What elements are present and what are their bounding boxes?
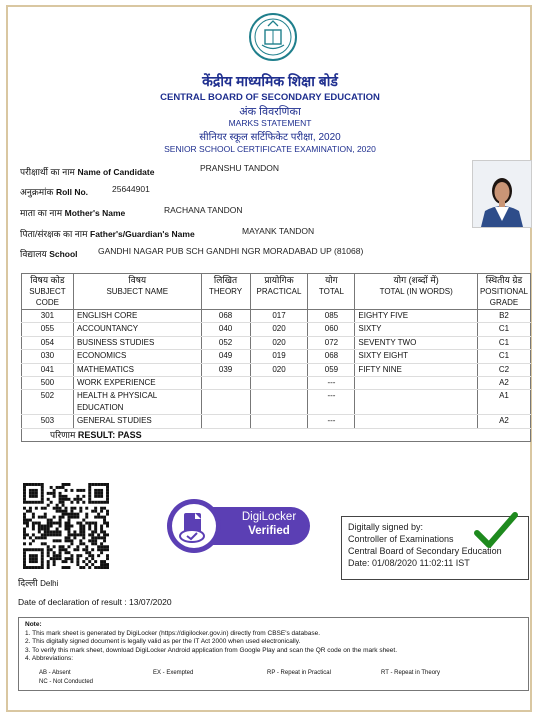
board-name-hindi: केंद्रीय माध्यमिक शिक्षा बोर्ड bbox=[202, 73, 338, 89]
subject-name: MATHEMATICS bbox=[73, 363, 201, 376]
exam-name-hindi: सीनियर स्कूल सर्टिफिकेट परीक्षा, 2020 bbox=[199, 132, 341, 143]
exam-name-english: SENIOR SCHOOL CERTIFICATE EXAMINATION, 2020 bbox=[164, 144, 376, 154]
roll-number: 25644901 bbox=[112, 184, 150, 194]
table-row bbox=[22, 310, 531, 323]
total-marks: 059 bbox=[308, 363, 355, 376]
theory-marks: 049 bbox=[201, 350, 250, 363]
subject-name: ECONOMICS bbox=[73, 350, 201, 363]
note-line: 1. This mark sheet is generated by DigiLocker (https://digilocker.gov.in) directly from CBSE's database. bbox=[25, 629, 321, 637]
total-in-words: EIGHTY FIVE bbox=[355, 310, 478, 323]
father-name-label: पिता/संरक्षक का नाम Father's/Guardian's Name bbox=[20, 229, 195, 239]
abbr-exempted: EX - Exempted bbox=[153, 670, 194, 676]
positional-grade: C1 bbox=[477, 323, 530, 336]
abbr-repeat-practical: RP - Repeat in Practical bbox=[267, 670, 331, 676]
board-name-english: CENTRAL BOARD OF SECONDARY EDUCATION bbox=[160, 92, 380, 103]
total-marks: --- bbox=[308, 415, 355, 428]
header-practical: प्रायोगिक PRACTICAL bbox=[250, 274, 308, 310]
practical-marks bbox=[250, 376, 308, 389]
positional-grade: C2 bbox=[477, 363, 530, 376]
note-line: 2. This digitally signed document is legally valid as per the IT Act 2000 when used electronically. bbox=[25, 638, 301, 645]
mother-name-label: माता का नाम Mother's Name bbox=[20, 208, 126, 218]
signer-org: Central Board of Secondary Education bbox=[348, 546, 502, 556]
subject-name: GENERAL STUDIES bbox=[73, 415, 201, 428]
total-in-words: FIFTY NINE bbox=[355, 363, 478, 376]
place-hindi: दिल्ली bbox=[18, 578, 38, 588]
practical-marks: 017 bbox=[250, 310, 308, 323]
theory-marks: 052 bbox=[201, 336, 250, 349]
candidate-name-label: परीक्षार्थी का नाम Name of Candidate bbox=[20, 167, 155, 177]
result-cell bbox=[22, 428, 531, 441]
practical-marks bbox=[250, 415, 308, 428]
practical-marks: 020 bbox=[250, 323, 308, 336]
table-row bbox=[22, 323, 531, 336]
note-box bbox=[18, 617, 529, 691]
digital-signature-box bbox=[341, 516, 529, 580]
positional-grade: B2 bbox=[477, 310, 530, 323]
table-row bbox=[22, 363, 531, 376]
theory-marks bbox=[201, 415, 250, 428]
place-english: Delhi bbox=[40, 579, 59, 588]
note-title: Note: bbox=[25, 621, 42, 628]
verified-label: Verified bbox=[248, 525, 290, 537]
total-marks: --- bbox=[308, 376, 355, 389]
declaration-date: 13/07/2020 bbox=[129, 597, 172, 607]
digilocker-label: DigiLocker bbox=[241, 511, 297, 523]
signature-date: Date: 01/08/2020 11:02:11 IST bbox=[348, 558, 470, 568]
marks-statement-title: MARKS STATEMENT bbox=[228, 118, 312, 128]
positional-grade: A1 bbox=[477, 390, 530, 415]
table-row bbox=[22, 350, 531, 363]
total-marks: 060 bbox=[308, 323, 355, 336]
result-label: RESULT: bbox=[77, 429, 116, 440]
mother-name: RACHANA TANDON bbox=[164, 205, 243, 215]
table-header-row bbox=[22, 274, 531, 310]
positional-grade: C1 bbox=[477, 336, 530, 349]
table-row bbox=[22, 415, 531, 428]
subject-code: 054 bbox=[22, 336, 74, 349]
table-row bbox=[22, 376, 531, 389]
theory-marks: 068 bbox=[201, 310, 250, 323]
signer-title: Controller of Examinations bbox=[348, 534, 454, 544]
subject-name: WORK EXPERIENCE bbox=[73, 376, 201, 389]
abbr-absent: AB - Absent bbox=[39, 670, 71, 676]
subject-code: 500 bbox=[22, 376, 74, 389]
total-in-words: SEVENTY TWO bbox=[355, 336, 478, 349]
total-in-words: SIXTY EIGHT bbox=[355, 350, 478, 363]
result-row bbox=[22, 428, 531, 441]
digilocker-verified-badge bbox=[166, 498, 314, 554]
subject-name: ENGLISH CORE bbox=[73, 310, 201, 323]
practical-marks bbox=[250, 390, 308, 415]
declaration-date-line bbox=[18, 597, 172, 607]
subject-code: 502 bbox=[22, 390, 74, 415]
subject-name: ACCOUNTANCY bbox=[73, 323, 201, 336]
place bbox=[18, 576, 58, 589]
header-subject-code: विषय कोड SUBJECT CODE bbox=[22, 274, 74, 310]
total-in-words bbox=[355, 415, 478, 428]
positional-grade: A2 bbox=[477, 376, 530, 389]
abbr-repeat-theory: RT - Repeat in Theory bbox=[381, 670, 441, 676]
subject-code: 055 bbox=[22, 323, 74, 336]
practical-marks: 019 bbox=[250, 350, 308, 363]
practical-marks: 020 bbox=[250, 336, 308, 349]
total-in-words bbox=[355, 376, 478, 389]
signed-by-label: Digitally signed by: bbox=[348, 522, 424, 532]
candidate-photo bbox=[472, 160, 532, 228]
subject-name: HEALTH & PHYSICAL EDUCATION bbox=[73, 390, 201, 415]
school-name: GANDHI NAGAR PUB SCH GANDHI NGR MORADABAD UP (81068) bbox=[98, 246, 364, 256]
positional-grade: A2 bbox=[477, 415, 530, 428]
theory-marks bbox=[201, 376, 250, 389]
theory-marks: 039 bbox=[201, 363, 250, 376]
positional-grade: C1 bbox=[477, 350, 530, 363]
theory-marks bbox=[201, 390, 250, 415]
table-row bbox=[22, 336, 531, 349]
qr-code[interactable] bbox=[23, 483, 109, 569]
subject-code: 301 bbox=[22, 310, 74, 323]
table-row bbox=[22, 390, 531, 415]
total-marks: 085 bbox=[308, 310, 355, 323]
cbse-emblem-icon bbox=[248, 12, 298, 62]
father-name: MAYANK TANDON bbox=[242, 226, 315, 236]
abbr-not-conducted: NC - Not Conducted bbox=[39, 679, 94, 685]
practical-marks: 020 bbox=[250, 363, 308, 376]
total-marks: 068 bbox=[308, 350, 355, 363]
candidate-name: PRANSHU TANDON bbox=[200, 163, 280, 173]
roll-label: अनुक्रमांक Roll No. bbox=[20, 187, 89, 197]
header-total: योग TOTAL bbox=[308, 274, 355, 310]
subject-code: 030 bbox=[22, 350, 74, 363]
total-marks: 072 bbox=[308, 336, 355, 349]
note-line: 3. To verify this mark sheet, download DigiLocker Android application from Google Play and scan the QR code on the mark sheet. bbox=[25, 646, 398, 654]
theory-marks: 040 bbox=[201, 323, 250, 336]
result-value: PASS bbox=[117, 429, 142, 440]
total-marks: --- bbox=[308, 390, 355, 415]
subject-code: 041 bbox=[22, 363, 74, 376]
total-in-words bbox=[355, 390, 478, 415]
header-subject-name: विषय SUBJECT NAME bbox=[73, 274, 201, 310]
marks-statement-hindi: अंक विवरणिका bbox=[239, 106, 301, 118]
header-theory: लिखित THEORY bbox=[201, 274, 250, 310]
total-in-words: SIXTY bbox=[355, 323, 478, 336]
subject-name: BUSINESS STUDIES bbox=[73, 336, 201, 349]
header-grade: स्थितीय ग्रेड POSITIONAL GRADE bbox=[477, 274, 530, 310]
result-label-hindi: परिणाम bbox=[50, 429, 76, 440]
header-total-words: योग (शब्दों में) TOTAL (IN WORDS) bbox=[355, 274, 478, 310]
subject-code: 503 bbox=[22, 415, 74, 428]
school-label: विद्यालय School bbox=[20, 249, 78, 259]
marks-table bbox=[21, 273, 531, 442]
note-line: 4. Abbreviations: bbox=[25, 655, 74, 662]
declaration-label: Date of declaration of result : bbox=[18, 597, 127, 607]
